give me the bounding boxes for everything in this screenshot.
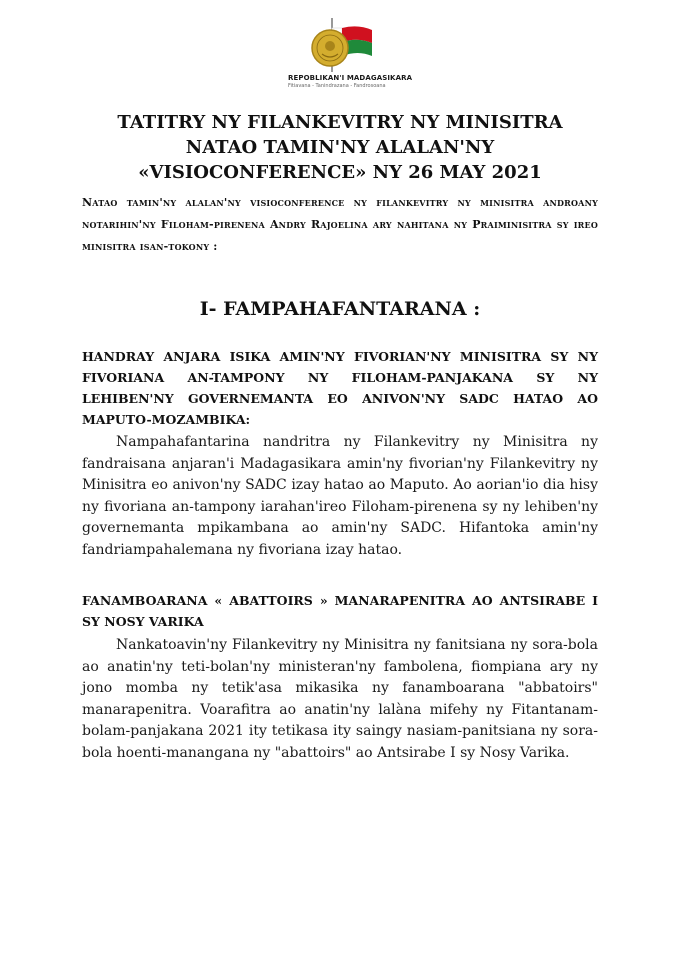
subheading-sadc: HANDRAY ANJARA ISIKA AMIN'NY FIVORIAN'NY MINISITRA SY NY FIVORIANA AN-TAMPONY NY FILOHAM-PANJAKANA SY NY LEHIBEN'NY GOVERNEMANTA EO ANIVON'NY SADC HATAO AO MAPUTO-MOZAMBIKA: (82, 349, 598, 427)
title-line-3-post: 2021 (485, 162, 542, 183)
intro-paragraph: Natao tamin'ny alalan'ny visioconference ny filankevitry ny minisitra androany notarihin'ny Filoham-pirenena Andry Rajoelina ary nahitana ny Praiminisitra sy ireo minisitra isan-tokony : (82, 196, 598, 253)
title-month: MAY (439, 162, 486, 183)
title-line-1: TATITRY NY FILANKEVITRY NY MINISITRA (117, 112, 563, 133)
subheading-abattoirs: FANAMBOARANA « ABATTOIRS » MANARAPENITRA AO ANTSIRABE I SY NOSY VARIKA (82, 593, 598, 629)
republic-logo (286, 14, 426, 94)
paragraph-sadc: Nampahafantarina nandritra ny Filankevitry ny Minisitra ny fandraisana anjaran'i Madagasikara amin'ny fivorian'ny Filankevitry ny Minisitra eo anivon'ny SADC izay hatao ao Maputo. Ao aorian'io dia hisy ny fivoriana an-tampony iarahan'ireo Filoham-pirenena sy ny lehiben'ny governemanta mpikambana ao amin'ny SADC. Hifantoka amin'ny fandriampahalemana ny fivoriana izay hatao. (82, 434, 598, 558)
title-line-2: NATAO TAMIN'NY ALALAN'NY (185, 137, 495, 158)
document-title (40, 110, 640, 185)
logo-title: REPOBLIKAN'I MADAGASIKARA (288, 74, 413, 82)
section-heading: I- FAMPAHAFANTARANA : (199, 298, 481, 320)
paragraph-abattoirs: Nankatoavin'ny Filankevitry ny Minisitra ny fanitsiana ny sora-bola ao anatin'ny teti-bolan'ny ministeran'ny fambolena, fiompiana ary ny jono momba ny tetik'asa mikasika ny fanamboarana "abbatoirs" manarapenitra. Voarafitra ao anatin'ny lalàna mifehy ny Fitantanam-bolam-panjakana 2021 ity tetikasa ity saingy nasiam-panitsiana ny sora-bola hoenti-manangana ny "abattoirs" ao Antsirabe I sy Nosy Varika. (82, 637, 598, 761)
coat-of-arms-icon (286, 14, 426, 74)
title-line-3 (40, 160, 640, 185)
title-line-3-pre: «VISIOCONFERENCE» NY 26 (138, 162, 440, 183)
logo-motto: Fitiavana - Tanindrazana - Fandrosoana (288, 83, 386, 89)
